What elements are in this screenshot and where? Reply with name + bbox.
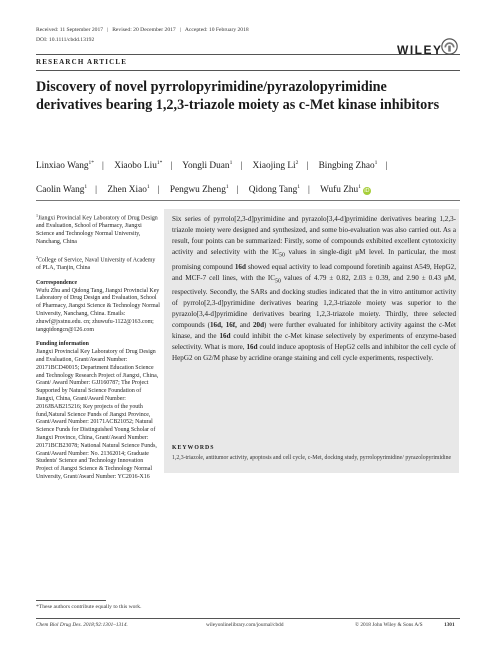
author-item[interactable]: Pengwu Zheng$^1$ | [169,184,239,195]
doi-link[interactable]: DOI: 10.1111/cbdd.13192 [36,37,95,43]
author-item[interactable]: Caolin Wang$^1$ | [36,184,98,195]
footer-divider [36,618,460,619]
affiliation-1: $^1$Jiangxi Provincial Key Laboratory of Drug Design and Evaluation, School of Pharmacy, Jiangxi Science and Technology Normal University, Nanchang, China [36,213,158,245]
correspondence-heading: Correspondence [36,279,78,286]
received-date: Received: 11 September 2017 [36,27,104,33]
author-item[interactable]: Wufu Zhu$^1$iD [320,184,370,195]
type-divider [36,70,460,71]
article-type-label: RESEARCH ARTICLE [36,58,128,66]
author-item[interactable]: Yongli Duan$^1$ | [182,160,243,171]
author-divider [36,200,460,201]
publisher-logo-text: WILEY [397,43,443,57]
author-item[interactable]: Zhen Xiao$^1$ | [107,184,160,195]
abstract-text: Six series of pyrrolo[2,3-d]pyrimidine and pyrazolo[3,4-d]pyrimidine derivatives bearing 1,2,3-triazole moiety were designed and synthesized, and some bio-evaluation was also carried out. As a result, four points can be summarized: Firstly, some of compounds exhibited excellent cytotoxicity activity and selectivity with the $IC_{50}$ values in single-digit μM level. In particular, the most promising compound 16d showed equal activity to lead compound foretinib against A549, HepG2, and MCF-7 cell lines, with the $IC_{50}$ values of 4.79 ± 0.82, 2.03 ± 0.39, and 2.90 ± 0.43 μM, respectively. Secondly, the SARs and docking studies indicated that the in vitro antitumor activity of pyrrolo[2,3-d]pyrimidine derivatives bearing 1,2,3-triazole moiety was superior to the pyrazolo[3,4-d]pyrimidine derivatives bearing 1,2,3-triazole moiety. Thirdly, three selected compounds (16d, 16f, and 20d) were further evaluated for inhibitory activity against the c-Met kinase, and the 16d could inhibit the c-Met kinase selectively by experiments of enzyme-based selectivity. What is more, 16d could induce apoptosis of HepG2 cells and inhibitor the cell cycle of HepG2 on G2/M phase by acridine orange staining and cell cycle experiments, respectively. [172,215,457,363]
article-dates: Received: 11 September 2017 | Revised: 20 December 2017 | Accepted: 10 February 2018 [36,27,249,33]
accepted-date: Accepted: 10 February 2018 [184,27,249,33]
author-item[interactable]: Bingbing Zhao$^1$ | [318,160,388,171]
crossmark-icon[interactable] [441,38,458,55]
journal-url-link[interactable]: wileyonlinelibrary.com/journal/cbdd [206,622,284,628]
funding-heading: Funding information [36,341,89,348]
footnote-divider [36,600,106,601]
article-info-column [36,212,161,489]
author-item[interactable]: Xiaobo Liu$^{1*}$ | [114,160,173,171]
page-number: 1301 [444,622,455,628]
affiliation-2: $^2$College of Service, Naval University of Academy of PLA, Tianjin, China [36,254,156,271]
journal-citation: Chem Biol Drug Des. 2018;92:1301–1314. [36,622,128,628]
author-item[interactable]: Linxiao Wang$^{1*}$ | [36,160,104,171]
author-item[interactable]: Xiaojing Li$^2$ | [252,160,309,171]
equal-contribution-footnote: *These authors contribute equally to this work. [36,604,142,610]
article-title: Discovery of novel pyrrolopyrimidine/pyrazolopyrimidine derivatives bearing 1,2,3-triazole moiety as c-Met kinase inhibitors [36,79,440,113]
orcid-icon[interactable]: iD [364,188,370,194]
copyright-notice: © 2018 John Wiley & Sons A/S [355,622,423,628]
author-list [36,153,466,201]
author-item[interactable]: Qidong Tang$^1$ | [248,184,310,195]
keywords-heading: KEYWORDS [172,445,215,451]
keywords-text: 1,2,3-triazole, antitumor activity, apoptosis and cell cycle, c-Met, docking study, pyrrolopyrimidine/ pyrazolopyrimidine [172,455,452,461]
header-divider [36,54,460,55]
revised-date: Revised: 20 December 2017 [112,27,176,33]
correspondence-text: Wufu Zhu and Qidong Tang, Jiangxi Provincial Key Laboratory of Drug Design and Evaluation, School of Pharmacy, Jiangxi Science & Technology Normal University, Nanchang, China. Emails: zhuwf@jxstnu.edu. cn; zhuwufu-1122@163.com; tangqidongcn@126.com [36,287,160,333]
funding-text: Jiangxi Provincial Key Laboratory of Drug Design and Evaluation, Grant/Award Number: 20171BCD40015; Department Education Science and Technology Research Project of Jiangxi, China, Grant/ Award Number: GJJ160787; The Project Supported by Natural Science Foundation of Jiangxi, China, Grant/Award Number: 2016JBAB215216; Key projects of the youth fund,Natural Science Funds of Jiangxi Province, Grant/Award Number: 20171ACB21052; Natural Science Funds for Distinguished Young Scholar of Jiangxi Province, China, Grant/Award Number: 20171BCB23078; National Natural Science Funds, Grant/Award Number: No. 21362014; Graduate Students' Science and Technology Innovation Project of Jiangxi Science & Technology Normal University, Grant/Award Number: YC2016-X16 [36,349,159,480]
